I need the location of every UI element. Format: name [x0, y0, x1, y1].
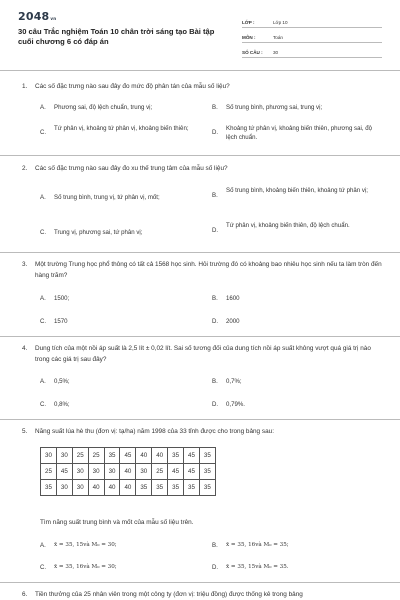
lop-label: LỚP : — [242, 20, 255, 25]
question-2 — [22, 163, 382, 174]
header-divider — [0, 70, 400, 71]
table-cell: 25 — [88, 448, 104, 464]
option-c[interactable]: C. 1570 — [40, 318, 68, 325]
table-cell: 35 — [168, 480, 184, 496]
document-meta — [242, 16, 382, 61]
table-cell: 35 — [199, 464, 215, 480]
question-text: Các số đặc trưng nào sau đây đo xu thế trung tâm của mẫu số liệu? — [35, 165, 228, 172]
question-number: 3. — [22, 261, 28, 268]
option-a[interactable]: A. Số trung bình, trung vị, tứ phân vị, mốt; — [40, 194, 160, 201]
question-divider — [0, 582, 400, 583]
option-d[interactable]: D. Tứ phân vị, khoảng biến thiên, độ lệch chuẩn. — [212, 222, 350, 234]
document-header — [18, 10, 382, 62]
table-cell: 45 — [184, 464, 200, 480]
table-cell: 45 — [184, 448, 200, 464]
table-cell: 30 — [104, 464, 120, 480]
table-cell: 45 — [56, 464, 72, 480]
table-cell: 45 — [120, 448, 136, 464]
option-c[interactable]: C. Trung vị, phương sai, tứ phân vị; — [40, 229, 143, 236]
option-b[interactable]: B. Số trung bình, khoảng biến thiên, khoảng tứ phân vị; — [212, 187, 368, 199]
option-d[interactable]: D. 2000 — [212, 318, 240, 325]
question-text: Tiền thưởng của 25 nhân viên trong một công ty (đơn vị: triệu đồng) được thống kê trong bảng — [35, 591, 303, 598]
option-b[interactable]: B. 0,7%; — [212, 378, 242, 385]
table-cell: 35 — [199, 448, 215, 464]
table-row — [41, 448, 216, 464]
table-cell: 45 — [168, 464, 184, 480]
option-b[interactable]: B. Số trung bình, phương sai, trung vị; — [212, 104, 323, 111]
so-cau-value: 30 — [273, 50, 279, 55]
table-cell: 40 — [136, 448, 152, 464]
question-text: Dung tích của một nồi áp suất là 2,5 lít ± 0,02 lít. Sai số tương đối của dung tích nồi áp suất không vượt quá giá trị nào trong các giá trị sau đây? — [35, 345, 371, 363]
data-table — [40, 447, 216, 496]
question-text: Năng suất lúa hè thu (đơn vị: tạ/ha) năm 1998 của 33 tỉnh được cho trong bảng sau: — [35, 428, 274, 435]
table-cell: 30 — [56, 480, 72, 496]
site-logo[interactable]: 2048vn — [18, 10, 57, 23]
question-1 — [22, 81, 382, 92]
question-5 — [22, 426, 382, 437]
option-a[interactable]: A. 0,5%; — [40, 378, 70, 385]
question-text: Một trường Trung học phổ thông có tất cả 1568 học sinh. Hỏi trường đó có khoảng bao nhiêu học sinh nếu ta làm tròn đến hàng trăm? — [35, 261, 382, 279]
table-cell: 35 — [168, 448, 184, 464]
table-cell: 30 — [41, 448, 57, 464]
table-cell: 35 — [184, 480, 200, 496]
table-cell: 40 — [120, 480, 136, 496]
option-a[interactable]: A. x̄ = 35, 15và M₀ = 30; — [40, 542, 117, 549]
question-number: 5. — [22, 428, 28, 435]
table-cell: 35 — [199, 480, 215, 496]
table-cell: 40 — [88, 480, 104, 496]
table-row — [41, 464, 216, 480]
question-4 — [22, 343, 382, 365]
option-c[interactable]: C. x̄ = 35, 16và M₀ = 30; — [40, 564, 117, 571]
lop-value: Lớp 10 — [273, 20, 288, 25]
question-subtext: Tìm năng suất trung bình và mốt của mẫu số liệu trên. — [40, 519, 194, 526]
table-row — [41, 480, 216, 496]
mon-label: MÔN : — [242, 35, 256, 40]
table-cell: 35 — [136, 480, 152, 496]
table-cell: 35 — [104, 448, 120, 464]
mon-value: Toán — [273, 35, 283, 40]
table-cell: 35 — [152, 480, 168, 496]
document-title: 30 câu Trắc nghiệm Toán 10 chân trời sáng tạo Bài tập cuối chương 6 có đáp án — [18, 27, 215, 46]
question-divider — [0, 155, 400, 156]
table-cell: 30 — [56, 448, 72, 464]
question-divider — [0, 336, 400, 337]
option-b[interactable]: B. x̄ = 35, 16và M₀ = 35; — [212, 542, 289, 549]
so-cau-label: SỐ CÂU : — [242, 50, 263, 55]
option-a[interactable]: A. 1500; — [40, 295, 70, 302]
question-divider — [0, 252, 400, 253]
question-6 — [22, 589, 382, 600]
question-number: 6. — [22, 591, 28, 598]
question-3 — [22, 259, 382, 281]
table-cell: 40 — [152, 448, 168, 464]
option-c[interactable]: C. 0,8%; — [40, 401, 70, 408]
question-number: 2. — [22, 165, 28, 172]
table-cell: 25 — [41, 464, 57, 480]
option-d[interactable]: D. Khoảng tứ phân vị, khoảng biến thiên, phương sai, độ lệch chuẩn. — [212, 125, 372, 141]
option-d[interactable]: D. x̄ = 35, 15và M₀ = 35. — [212, 564, 289, 571]
table-cell: 40 — [104, 480, 120, 496]
question-text: Các số đặc trưng nào sau đây đo mức độ phân tán của mẫu số liệu? — [35, 83, 230, 90]
table-cell: 25 — [152, 464, 168, 480]
table-cell: 30 — [72, 464, 88, 480]
option-d[interactable]: D. 0,79%. — [212, 401, 245, 408]
table-cell: 30 — [136, 464, 152, 480]
option-c[interactable]: C. Tứ phân vị, khoảng tứ phân vị, khoảng biến thiên; — [40, 125, 189, 136]
table-cell: 40 — [120, 464, 136, 480]
question-number: 4. — [22, 345, 28, 352]
question-divider — [0, 419, 400, 420]
table-cell: 30 — [88, 464, 104, 480]
table-cell: 25 — [72, 448, 88, 464]
option-a[interactable]: A. Phương sai, độ lệch chuẩn, trung vị; — [40, 104, 153, 111]
question-number: 1. — [22, 83, 28, 90]
table-cell: 35 — [41, 480, 57, 496]
option-b[interactable]: B. 1600 — [212, 295, 240, 302]
table-cell: 30 — [72, 480, 88, 496]
